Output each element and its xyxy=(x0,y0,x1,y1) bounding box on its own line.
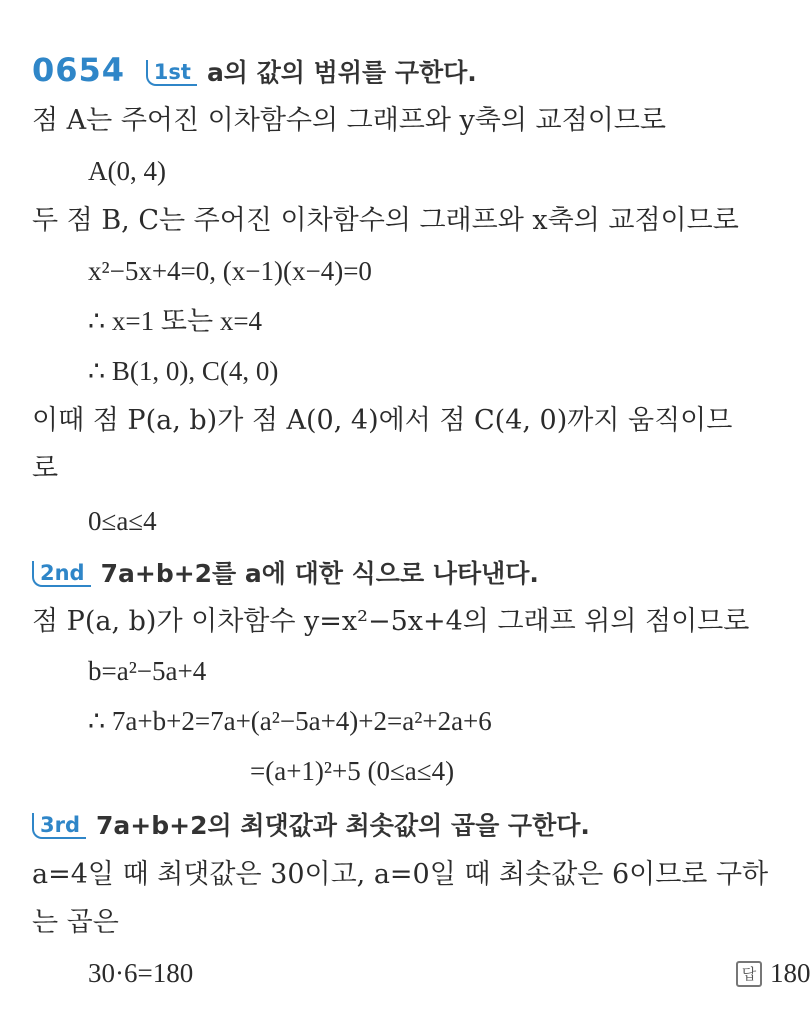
math-line: ∴ 7a+b+2=7a+(a²−5a+4)+2=a²+2a+6 xyxy=(88,706,492,736)
text-line: 두 점 B, C는 주어진 이차함수의 그래프와 x축의 교점이므로 xyxy=(32,205,739,236)
step-badge-1st: 1st xyxy=(146,60,197,86)
step-3-title: 7a+b+2의 최댓값과 최솟값의 곱을 구한다. xyxy=(96,811,590,840)
math-line: b=a²−5a+4 xyxy=(88,656,207,686)
text-line: 점 P(a, b)가 이차함수 y=x²−5x+4의 그래프 위의 점이므로 xyxy=(32,606,750,637)
step-2-title: 7a+b+2를 a에 대한 식으로 나타낸다. xyxy=(100,559,539,588)
math-line: ∴ x=1 또는 x=4 xyxy=(88,306,263,336)
text-line: 점 A는 주어진 이차함수의 그래프와 y축의 교점이므로 xyxy=(32,105,666,136)
step-1-heading xyxy=(32,52,477,91)
answer xyxy=(736,955,811,991)
problem-number: 0654 xyxy=(32,51,126,89)
text-line: 는 곱은 xyxy=(32,907,119,938)
step-3-heading xyxy=(32,808,590,844)
text-line: a=4일 때 최댓값은 30이고, a=0일 때 최솟값은 6이므로 구하 xyxy=(32,859,769,890)
text-line: 이때 점 P(a, b)가 점 A(0, 4)에서 점 C(4, 0)까지 움직이므 xyxy=(32,405,733,436)
math-line: =(a+1)²+5 (0≤a≤4) xyxy=(250,756,455,786)
math-line: 0≤a≤4 xyxy=(88,506,157,536)
text-line: 로 xyxy=(32,453,59,484)
step-badge-2nd: 2nd xyxy=(32,561,91,587)
step-2-heading xyxy=(32,556,539,592)
math-line: A(0, 4) xyxy=(88,156,166,186)
step-1-title: a의 값의 범위를 구한다. xyxy=(206,58,477,87)
answer-value: 180 xyxy=(770,958,811,988)
math-line: ∴ B(1, 0), C(4, 0) xyxy=(88,356,279,386)
math-line: x²−5x+4=0, (x−1)(x−4)=0 xyxy=(88,256,372,286)
math-line: 30·6=180 xyxy=(88,958,194,988)
answer-icon: 답 xyxy=(736,961,762,987)
step-badge-3rd: 3rd xyxy=(32,813,86,839)
